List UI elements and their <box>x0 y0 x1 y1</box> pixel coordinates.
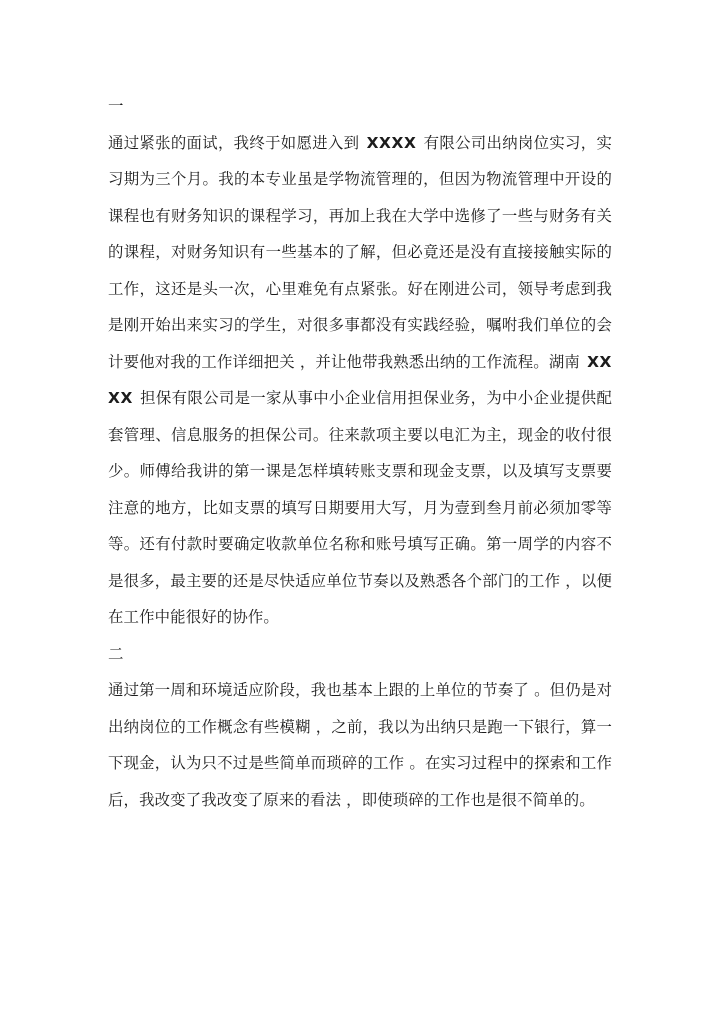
section-marker-two: 二 <box>108 644 124 663</box>
paragraph-section-two: 通过第一周和环境适应阶段，我也基本上跟的上单位的节奏了 。但仍是对出纳岗位的工作概念有些模糊 ，之前，我以为出纳只是跑一下银行，算一下现金，认为只不过是些简单而琐碎的工作 。在实习过程中的探索和工作后，我改变了我改变了原来的看法 ，即使琐碎的工作也是很不简单的。 <box>108 681 612 809</box>
redacted-company-name: XXXX <box>366 133 417 152</box>
redacted-company-name: XXXX <box>108 352 612 407</box>
section-marker-one: 一 <box>108 97 124 115</box>
document-body <box>108 88 612 818</box>
paragraph-section-one: 通过紧张的面试，我终于如愿进入到 XXXX 有限公司出纳岗位实习，实习期为三个月。我的本专业虽是学物流管理的，但因为物流管理中开设的课程也有财务知识的课程学习，再加上我在大学中选修了一些与财务有关的课程，对财务知识有一些基本的了解，但必竟还是没有直接接触实际的工作，这还是头一次，心里难免有点紧张。好在刚进公司，领导考虑到我是刚开始出来实习的学生，对很多事都没有实践经验，嘱咐我们单位的会计要他对我的工作详细把关 ，并让他带我熟悉出纳的工作流程。湖南 XXXX 担保有限公司是一家从事中小企业信用担保业务，为中小企业提供配套管理、信息服务的担保公司。往来款项主要以电汇为主，现金的收付很少。师傅给我讲的第一课是怎样填转账支票和现金支票，以及填写支票要注意的地方，比如支票的填写日期要用大写，月为壹到叁月前必须加零等等。还有付款时要确定收款单位名称和账号填写正确。第一周学的内容不是很多，最主要的还是尽快适应单位节奏以及熟悉各个部门的工作 ，以便在工作中能很好的协作。 <box>108 133 612 626</box>
